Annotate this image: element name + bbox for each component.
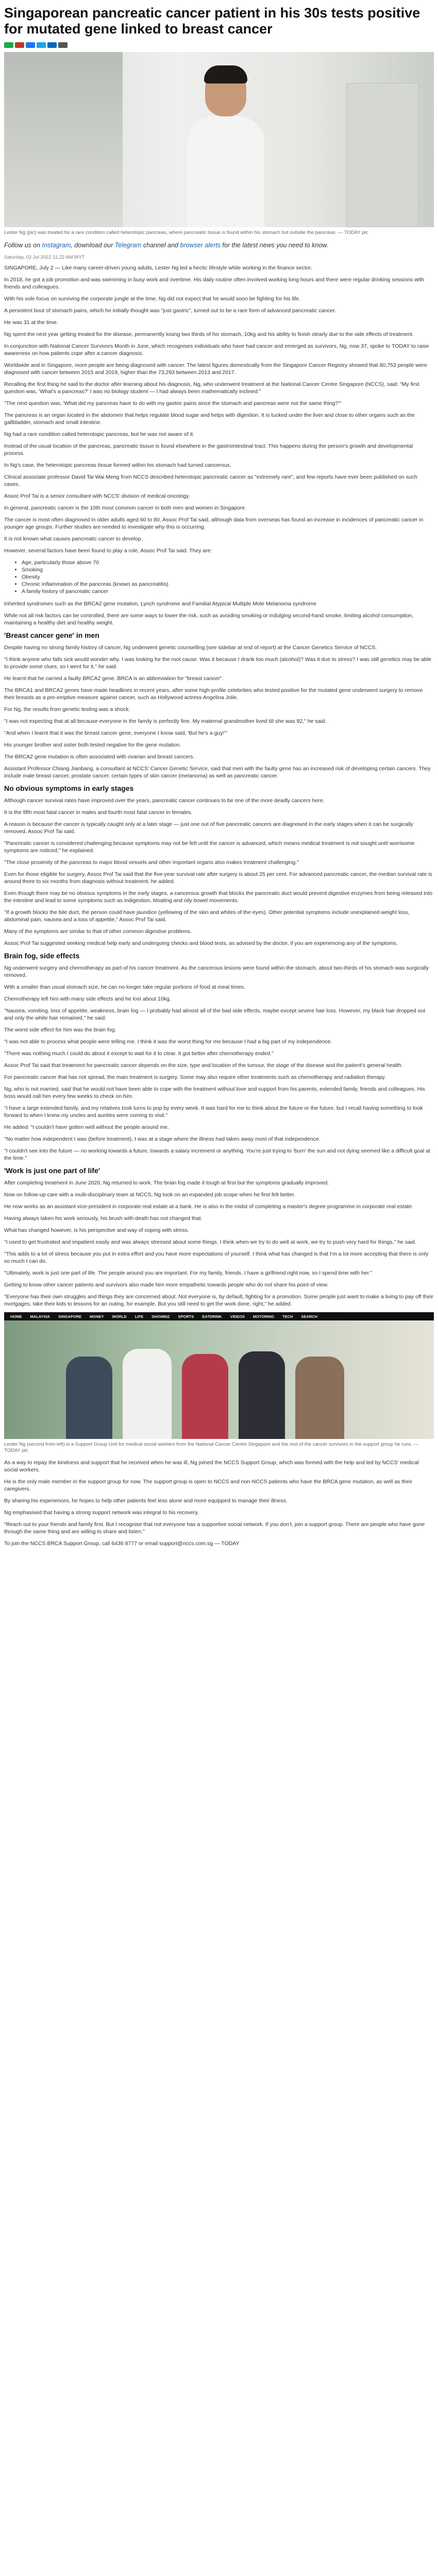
paragraph: Now on follow-up care with a multi-disciplinary team at NCCS, Ng took on an expanded job scope when he first felt better. (4, 1192, 295, 1198)
paragraph: "Reach out to your friends and family first. But I recognise that not everyone has a supportive social network. If you don't, join a support group. There are people who have gone through the same thing and are willing to share and listen." (4, 1521, 425, 1535)
paragraph: "And when I learnt that it was the breast cancer gene, everyone I know said, 'But he's a guy!'" (4, 730, 228, 736)
paragraph: With his sole focus on surviving the corporate jungle at the time, Ng did not expect that he would soon be fighting for his life. (4, 296, 300, 302)
paragraph: "I was not expecting that at all because everyone in the family is perfectly fine. My maternal grandmother lived till she was 92," he said. (4, 718, 327, 724)
paragraph: Assoc Prof Tai said that treatment for pancreatic cancer depends on the size, type and location of the tumour, the stage of the disease and the patient's general health. (4, 1062, 403, 1069)
nav-item[interactable]: SEARCH (301, 1314, 318, 1319)
risk-factor-item: • Chronic inflammation of the pancreas (known as pancreatitis) (22, 581, 434, 588)
paragraph: While not all risk factors can be controlled, there are some ways to lower the risk, such as avoiding smoking or indulging second-hand smoke, limiting alcohol consumption, maintaining a healthy diet and healthy weight. (4, 613, 414, 626)
paragraph: He learnt that he carried a faulty BRCA2 gene. BRCA is an abbreviation for "breast cancer". (4, 675, 224, 682)
paragraph: The pancreas is an organ located in the abdomen that helps regulate blood sugar and helps with digestion. It is tucked under the liver and close to other organs such as the gallbladder, stomach and small intestine. (4, 412, 415, 426)
section-heading: 'Work is just one part of life' (4, 1166, 100, 1175)
paragraph: "I think anyone who falls sick would wonder why. I was looking for the root cause. Was it because I drank too much (alcohol)? Was it due to stress? I was still genetics may be able to provide some clues, so I went for it," he said. (4, 656, 432, 670)
closing-paragraphs (4, 1459, 434, 1547)
paragraph: After completing treatment in June 2020, Ng returned to work. The brain fog made it tough at first but the symptoms gradually improved. (4, 1180, 329, 1186)
follow-us: Follow us on Instagram, download our Telegram channel and browser alerts for the latest news you need to know. (4, 242, 329, 249)
paragraph: SINGAPORE, July 2 — Like many career-driven young adults, Lester Ng led a hectic lifestyle while working in the finance sector. (4, 265, 312, 271)
paragraph: A reason is because the cancer is typically caught only at a later stage — just one out of five pancreatic cancers are diagnosed in the early stages when it can be surgically removed, Assoc Prof Tai said. (4, 821, 413, 835)
share-bar (4, 42, 434, 48)
section-heading: 'Breast cancer gene' in men (4, 631, 99, 639)
nav-item[interactable]: VIDEOS (230, 1314, 245, 1319)
print-share-icon[interactable] (58, 42, 68, 48)
whatsapp-share-icon[interactable] (4, 42, 13, 48)
paragraph: Recalling the first thing he said to the doctor after learning about his diagnosis, Ng, who underwent treatment at the National Cancer Centre Singapore (NCCS), said: "My first question was, 'What's a pancreas?' I was no biology student — I had always been mathematically inclined." (4, 381, 419, 395)
paragraph: The worst side effect for him was the brain fog. (4, 1027, 116, 1033)
paragraph: He is the only male member in the support group for now. The support group is open to NCCS and non-NCCS patients who have the BRCA gene mutation, as well as their caregivers. (4, 1479, 412, 1492)
facebook-share-icon[interactable] (26, 42, 35, 48)
paragraph: The BRCA2 gene mutation is often associated with ovarian and breast cancers. (4, 754, 195, 760)
paragraph: "I was not able to process what people were telling me. I think it was the worst thing for me because I had a big part of my independence. (4, 1039, 332, 1045)
paragraph: Despite having no strong family history of cancer, Ng underwent genetic counselling (see sidebar at end of report) at the Cancer Genetics Service of NCCS. (4, 645, 377, 651)
intro-paragraphs (4, 264, 434, 554)
nav-item[interactable]: MALAYSIA (30, 1314, 50, 1319)
instagram-link[interactable]: Instagram (42, 242, 71, 249)
nav-item[interactable]: LIFE (134, 1314, 144, 1319)
telegram-link[interactable]: Telegram (114, 242, 142, 249)
paragraph: "Pancreatic cancer is considered challenging because symptoms may not be felt until the cancer is advanced, which means medical treatment is not sought until worrisome symptoms are noticed," he explained. (4, 840, 415, 854)
paragraph: Inherited syndromes such as the BRCA2 gene mutation, Lynch syndrome and Familial Atypical Multiple Mole Melanoma syndrome (4, 601, 316, 607)
paragraph: For pancreatic cancer that has not spread, the main treatment is surgery. Some may also require other treatments such as chemotherapy and radiation therapy. (4, 1074, 386, 1080)
paragraph: Having always taken his work seriously, his brush with death has not changed that. (4, 1215, 203, 1222)
paragraph: Ng underwent surgery and chemotherapy as part of his cancer treatment. As the cancerous lesions were found within the stomach, about two-thirds of his stomach was surgically removed. (4, 965, 429, 978)
paragraph: "The close proximity of the pancreas to major blood vessels and other important organs also makes treatment challenging." (4, 859, 299, 866)
paragraph: The cancer is most often diagnosed in older adults aged 60 to 80, Assoc Prof Tai said, although data from overseas has found an increase in incidences of pancreatic cancer in younger age groups. Further studies are needed to investigate why this is occurring. (4, 517, 424, 530)
paragraph: "Ultimately, work is just one part of life. The people around you are important. For my family, friends. I have a girlfriend right now, so I spend time with her." (4, 1270, 373, 1276)
section-heading: Brain fog, side effects (4, 952, 80, 960)
nav-item[interactable]: MONEY (90, 1314, 104, 1319)
paragraph: In general, pancreatic cancer is the 10th most common cancer in both men and women in Singapore. (4, 505, 246, 511)
twitter-share-icon[interactable] (37, 42, 46, 48)
paragraph: As a way to repay the kindness and support that he received when he was ill, Ng joined the NCCS Support Group, which was formed with the help and led by NCCS' medical social workers. (4, 1460, 419, 1473)
hero-background-shelf (4, 52, 123, 227)
paragraph: "Everyone has their own struggles and things they are concerned about. Not everyone is, by default, fighting for a promotion. Some people just want to make a living to pay off their mortgages, take their kids to lessons for an outing, for example. But you still need to get the work done, right," he added. (4, 1294, 433, 1307)
section-symptoms (4, 784, 434, 947)
paragraph: Assoc Prof Tai is a senior consultant with NCCS' division of medical oncology. (4, 493, 190, 499)
paragraph: "There was nothing much I could do about it except to wait for it to clear. It got better after chemotherapy ended." (4, 1050, 274, 1057)
section-heading: No obvious symptoms in early stages (4, 784, 134, 792)
after-list-paragraphs (4, 600, 434, 626)
browser-alerts-link[interactable]: browser alerts (180, 242, 221, 249)
paragraph: Worldwide and in Singapore, more people are being diagnosed with cancer. The latest figures domestically from the Singapore Cancer Registry showed that 80,753 people were diagnosed with cancer between 2015 and 2019, higher than the 73,293 between 2013 and 2017. (4, 362, 427, 376)
risk-factor-item: • A family history of pancreatic cancer (22, 588, 434, 595)
nav-item[interactable]: EATDRINK (202, 1314, 222, 1319)
paragraph: Assistant Professor Chiang Jianbang, a consultant at NCCS' Cancer Genetic Service, said that men with the faulty gene has an increased risk of developing certain cancers. They include male breast cancer, prostate cancer, certain types of skin cancer (melanoma) as well as pancreatic cancer. (4, 766, 431, 779)
risk-factor-list (22, 559, 434, 595)
nav-item[interactable]: HOME (10, 1314, 22, 1319)
risk-factor-item: • Obesity (22, 573, 434, 581)
risk-factor-item: • Smoking (22, 566, 434, 573)
paragraph: Ng, who is not married, said that he would not have been able to cope with the treatment without love and support from his parents, extended family, friends and colleagues. His boss would call him every few weeks to check on him. (4, 1086, 425, 1099)
support-group-photo (4, 1320, 434, 1439)
paragraph: He added: "I couldn't have gotten well without the people around me. (4, 1124, 169, 1130)
paragraph: "This adds to a lot of stress because you put in extra effort and you have more expectations of yourself. I think what has changed is that I'm a lot more accepting that there is only so much I can do. (4, 1251, 429, 1264)
paragraph: A persistent bout of stomach pains, which he initially thought was "just gastric", turned out to be a rare form of advanced pancreatic cancer. (4, 308, 336, 314)
paragraph: Ng emphasised that having a strong support network was integral to his recovery. (4, 1510, 199, 1516)
site-navbar (4, 1312, 434, 1320)
paragraph: Even for those eligible for surgery, Assoc Prof Tai said that the five-year survival rate after surgery is about 25 per cent. For advanced pancreatic cancer, the median survival rate is around three to six months from diagnosis without treatment, he added. (4, 871, 432, 885)
paragraph: "If a growth blocks the bile duct, the person could have jaundice (yellowing of the skin and whites of the eyes). Other potential symptoms include unexplained weight loss, abdominal pain, nausea and a loss of appetite," Assoc Prof Tai said. (4, 909, 410, 923)
paragraph: He was 31 at the time. (4, 319, 58, 326)
paragraph: "No matter how independent I was (before treatment), I was at a stage where the illness had taken away most of that independence. (4, 1136, 321, 1142)
paragraph: Instead of the usual location of the pancreas, pancreatic tissue is found elsewhere in the gastrointestinal tract. This happens during the person's growth and developmental process. (4, 443, 413, 456)
nav-item[interactable]: MOTORING (252, 1314, 275, 1319)
paragraph: Chemotherapy left him with many side effects and he lost about 10kg. (4, 996, 171, 1002)
paragraph: In 2018, he got a job promotion and was swimming in busy work and overtime. His daily routine often involved working long hours and there were regular drinking sessions with friends and colleagues. (4, 277, 424, 290)
hero-background-cabinet (346, 83, 418, 227)
nav-item[interactable]: SHOWBIZ (151, 1314, 170, 1319)
nav-item[interactable]: WORLD (112, 1314, 127, 1319)
paragraph: However, several factors have been found to play a role, Assoc Prof Tai said. They are: (4, 548, 212, 554)
section-brain-fog (4, 952, 434, 1162)
headline: Singaporean pancreatic cancer patient in his 30s tests positive for mutated gene linked to breast cancer (4, 5, 420, 37)
paragraph: "The next question was, 'What did my pancreas have to do with my gastric pains since the stomach and pancreas were not the same thing?'" (4, 400, 342, 406)
paragraph: Assoc Prof Tai suggested seeking medical help early and undergoing checks and blood tests, as advised by the doctor, if you are experiencing any of the symptoms. (4, 940, 398, 946)
linkedin-share-icon[interactable] (47, 42, 57, 48)
paragraph: He now works as an assistant vice-president in corporate real estate at a bank. He is also in the midst of completing a master's degree programme in corporate real estate. (4, 1204, 413, 1210)
paragraph: In conjunction with National Cancer Survivors Month in June, which recognises individuals who have had cancer and emerged as survivors, Ng, now 37, spoke to TODAY to raise awareness on how patients cope after a cancer diagnosis. (4, 343, 429, 357)
nav-item[interactable]: TECH (282, 1314, 293, 1319)
paragraph: Although cancer survival rates have improved over the years, pancreatic cancer continues to be one of the more deadly cancers here. (4, 798, 325, 804)
paragraph: "I couldn't see into the future — no working towards a future, towards a salary increment or anything. You're just trying to 'burn' the sun and not dying seemed like a difficult goal at the time." (4, 1148, 430, 1161)
publish-date: Saturday, 02 Jul 2022 11:22 AM MYT (4, 255, 85, 260)
paragraph: Even though there may be no obvious symptoms in the early stages, a cancerous growth that blocks the pancreatic duct would prevent digestive enzymes from being released into the intestine and lead to some symptoms such as indigestion, bloating and oily bowel movements. (4, 890, 433, 904)
paragraph: It is the fifth most fatal cancer in males and fourth most fatal cancer in females. (4, 809, 193, 816)
nav-item[interactable]: SINGAPORE (58, 1314, 81, 1319)
paragraph: "Nausea, vomiting, loss of appetite, weakness, brain fog — I probably had almost all of the bad side effects, maybe except severe hair loss. However, my black hair dropped out and only the white hair remained," he said. (4, 1008, 426, 1021)
nav-item[interactable]: SPORTS (178, 1314, 194, 1319)
section-breast-cancer-gene (4, 631, 434, 779)
email-share-icon[interactable] (15, 42, 24, 48)
paragraph: His younger brother and sister both tested negative for the gene mutation. (4, 742, 181, 748)
hero-image (4, 52, 434, 227)
paragraph: For Ng, the results from genetic testing was a shock. (4, 706, 130, 713)
paragraph: "I have a large extended family, and my relatives took turns to pop by every week. It was hard for me to think about the future or the future, but I recall having something to look forward to when I knew my uncles and aunties were coming to visit." (4, 1105, 423, 1118)
paragraph: Getting to know other cancer patients and survivors also made him more empathetic towards people who do not share his point of view. (4, 1282, 329, 1288)
support-group-caption: Lester Ng (second from left) is a Support Group Unit for medical social workers from the National Cancer Centre Singapore and the rest of the cancer survivors in the support group he runs. — TODAY pic (4, 1442, 419, 1453)
paragraph: Ng had a rare condition called heterotopic pancreas, but he was not aware of it. (4, 431, 194, 437)
paragraph: It is not known what causes pancreatic cancer to develop. (4, 536, 143, 542)
risk-factor-item: • Age, particularly those above 70 (22, 559, 434, 566)
hero-person (187, 67, 264, 227)
paragraph: To join the NCCS BRCA Support Group, call 6436 8777 or email support@nccs.com.sg — TODAY (4, 1540, 240, 1547)
paragraph: In Ng's case, the heterotopic pancreas tissue formed within his stomach had turned cancerous. (4, 462, 231, 468)
paragraph: The BRCA1 and BRCA2 genes have made headlines in recent years, after some high-profile celebrities who tested positive for the mutated gene underwent surgery to remove their breasts as a pre-emptive measure against cancer, such as Hollywood actress Angelina Jolie. (4, 687, 423, 701)
paragraph: With a smaller than usual stomach size, he can no longer take regular portions of food at meal times. (4, 984, 246, 990)
paragraph: "I used to get frustrated and impatient easily and was always stressed about some things. I think when we try to do well at work, we try to push very hard for things," he said. (4, 1239, 417, 1245)
paragraph: Ng spent the next year getting treated for the disease, permanently losing two thirds of his stomach, 10kg and his ability to finish clearly due to the side effects of treatment. (4, 331, 414, 337)
paragraph: Many of the symptoms are similar to that of other common digestive problems. (4, 928, 192, 935)
paragraph: What has changed however, is his perspective and way of coping with stress. (4, 1227, 189, 1233)
paragraph: By sharing his experiences, he hopes to help other patients feel less alone and more equipped to manage their illness. (4, 1498, 288, 1504)
section-work-life (4, 1166, 434, 1308)
hero-caption: Lester Ng (pic) was treated for a rare condition called heterotopic pancreas, where pancreatic tissue is found within his stomach but outside the pancreas. — TODAY pic (4, 230, 368, 235)
paragraph: Clinical associate professor David Tai Wai Meng from NCCS described heterotopic pancreatic cancer as "extremely rare", and few reports have ever been published on such cases. (4, 474, 417, 487)
